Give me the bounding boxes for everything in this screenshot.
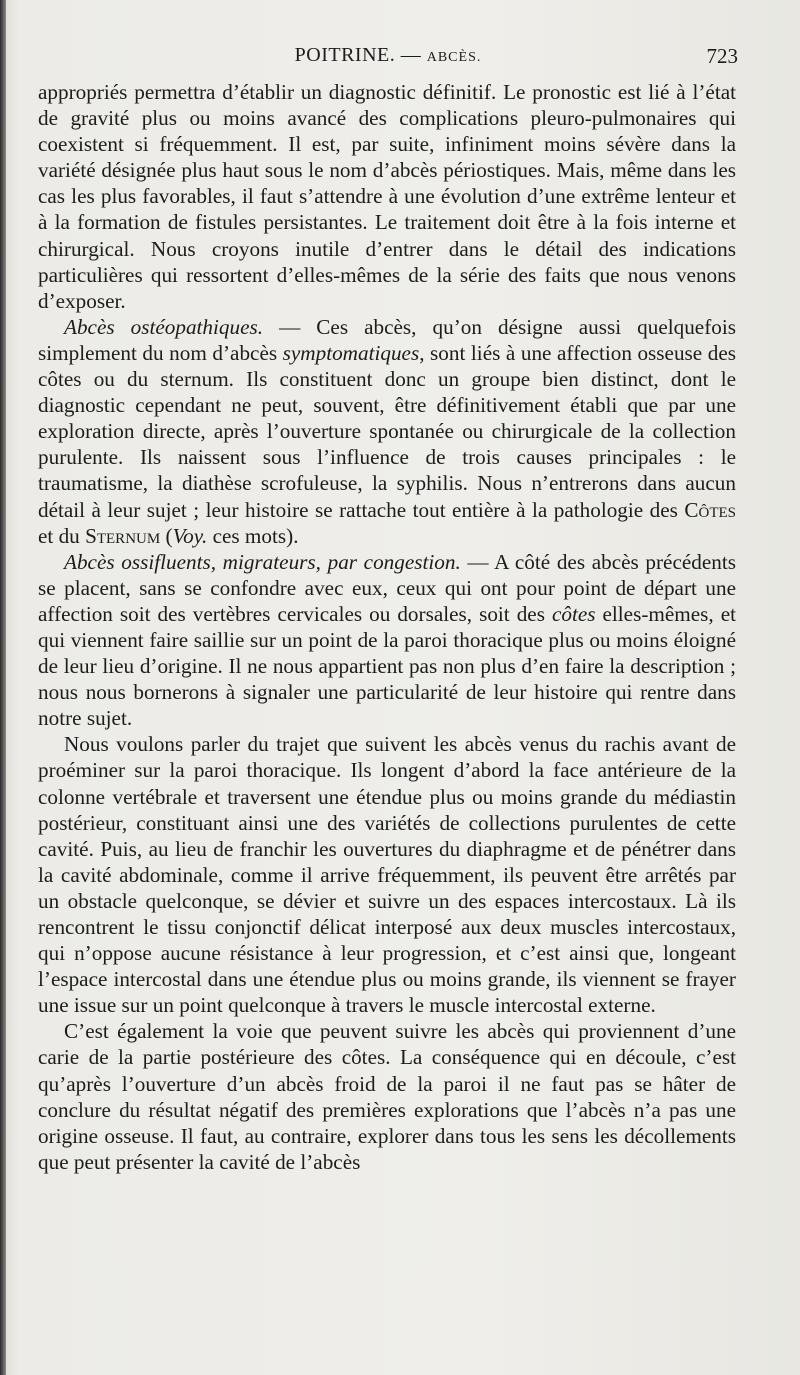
running-header bbox=[38, 44, 738, 74]
running-title-main: POITRINE. — bbox=[294, 44, 427, 66]
paragraph-ossifluent: Abcès ossifluents, migrateurs, par congestion. — A côté des abcès précédents se placent, sans se confondre avec eux, ceux qui ont pour point de départ une affection soit des vertèbres cervicales ou dorsales, soit des côtes elles-mêmes, et qui viennent faire saillie sur un point de la paroi thoracique plus ou moins éloigné de leur lieu d’origine. Il ne nous appartient pas non plus d’en faire la description ; nous nous bornerons à signaler une particularité de leur histoire qui rentre dans notre sujet. bbox=[38, 549, 737, 731]
section-lead-osteopathic: Abcès ostéopathiques. bbox=[64, 314, 264, 339]
section-lead-ossifluent: Abcès ossifluents, migrateurs, par congestion. bbox=[64, 549, 461, 574]
running-title bbox=[38, 44, 738, 67]
paragraph-prognosis: appropriés permettra d’établir un diagnostic définitif. Le pronostic est lié à l’état de gravité plus ou moins avancé des complications pleuro-pulmonaires qui coexistent si fréquemment. Il est, par suite, infiniment moins sévère dans la variété désignée plus haut sous le nom d’abcès périostiques. Mais, même dans les cas les plus favorables, il faut s’attendre à une évolution d’une extrême lenteur et à la formation de fistules persistantes. Le traitement doit être à la fois interne et chirurgical. Nous croyons inutile d’entrer dans le détail des indications particulières qui ressortent d’elles-mêmes de la série des faits que nous venons d’exposer. bbox=[38, 80, 736, 313]
paragraph-caries: C’est également la voie que peuvent suivre les abcès qui proviennent d’une carie de la partie postérieure des côtes. La conséquence qui en découle, c’est qu’après l’ouverture d’un abcès froid de la paroi il ne faut pas se hâter de conclure du résultat négatif des premières explorations que l’abcès n’a pas une origine osseuse. Il faut, au contraire, explorer dans tous les sens les décollements que peut présenter la cavité de l’abcès bbox=[38, 1019, 736, 1174]
paragraph-rachis-path: Nous voulons parler du trajet que suivent les abcès venus du rachis avant de proéminer sur la paroi thoracique. Ils longent d’abord la face antérieure de la colonne vertébrale et traversent une étendue plus ou moins grande du médiastin postérieur, constituant ainsi une des variétés de collections purulentes de cette cavité. Puis, au lieu de franchir les ouvertures du diaphragme et de pénétrer dans la cavité abdominale, comme il arrive fréquemment, ils peuvent être arrêtés par un obstacle quelconque, se dévier et suivre un des espaces intercostaux. Là ils rencontrent le tissu conjonctif délicat interposé aux deux muscles intercostaux, qui n’oppose aucune résistance à leur progression, et c’est ainsi que, longeant l’espace intercostal dans une étendue plus ou moins grande, ils viennent se frayer une issue sur un point quelconque à travers le muscle intercostal externe. bbox=[38, 732, 736, 1018]
body-text bbox=[38, 79, 736, 1175]
page-number: 723 bbox=[706, 44, 738, 68]
paragraph-osteopathic: Abcès ostéopathiques. — Ces abcès, qu’on désigne aussi quelquefois simplement du nom d’abcès symptomatiques, sont liés à une affection osseuse des côtes ou du sternum. Ils constituent donc un groupe bien distinct, dont le diagnostic cependant ne peut, souvent, être définitivement établi que par une exploration directe, après l’ouverture spontanée ou chirurgicale de la collection purulente. Ils naissent sous l’influence de trois causes principales : le traumatisme, la diathèse scrofuleuse, la syphilis. Nous n’entrerons dans aucun détail à leur sujet ; leur histoire se rattache tout entière à la pathologie des Côtes et du Sternum (Voy. ces mots). bbox=[38, 314, 736, 548]
running-title-sub: ABCÈS. bbox=[426, 50, 482, 65]
page-spine-shadow bbox=[0, 0, 6, 1375]
